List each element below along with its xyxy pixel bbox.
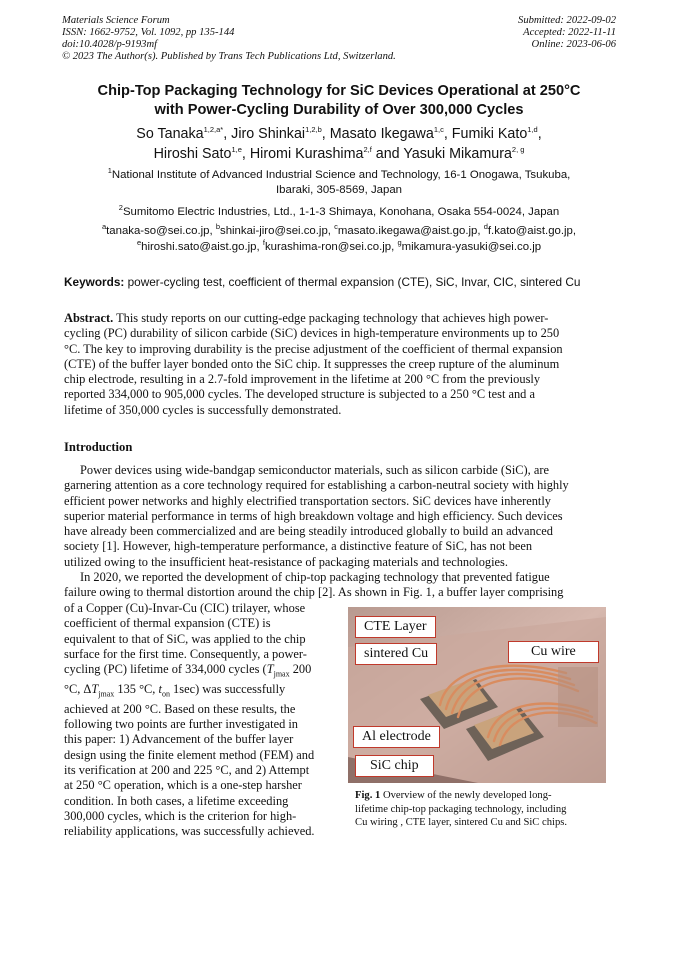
affiliation-2: $^2$Sumitomo Electric Industries, Ltd., 1-1-3 Shimaya, Konohana, Osaka 554-0024, Japan	[118, 203, 560, 218]
pad	[558, 667, 598, 727]
author-name: Yasuki Mikamura	[403, 146, 512, 162]
journal-header-right	[500, 15, 616, 51]
author-name: Hiroshi Sato	[153, 146, 232, 162]
figure-1	[348, 607, 606, 783]
label-cte-layer: CTE Layer	[355, 616, 436, 638]
author-name: Hiromi Kurashima	[249, 146, 364, 162]
author-affil-sup: 1,2,b	[305, 125, 322, 135]
journal-doi: doi:10.4028/p-9193mf	[62, 39, 158, 50]
date-online: Online: 2023-06-06	[531, 39, 616, 50]
paper-title	[40, 82, 638, 120]
author-name: Masato Ikegawa	[329, 126, 434, 142]
author-name: So Tanaka	[136, 126, 204, 142]
label-al-electrode: Al electrode	[353, 726, 440, 748]
abstract: Abstract. This study reports on our cutting-edge packaging technology that achieves high power- cycling (PC) durability of silicon carbide (SiC) devices in high-temperature environments up to 250 °C. The key to improving durability is the precise adjustment of the coefficient of thermal expansion (CTE) of the buffer layer bonded onto the SiC chip. It suppresses the creep rupture of the aluminum chip electrode, resulting in a 2.7-fold improvement in the lifetime at 200 °C from the previously reported 334,000 to 905,000 cycles. The developed structure is subjected to a 250 °C test and a lifetime of 350,000 cycles is successfully demonstrated.	[64, 311, 563, 417]
email-link[interactable]: hiroshi.sato@aist.go.jp	[141, 240, 257, 253]
author-affil-sup: 1,d	[527, 125, 538, 135]
email-link[interactable]: masato.ikegawa@aist.go.jp	[337, 225, 478, 237]
author-affil-sup: 1,e	[231, 145, 242, 155]
figure-1-caption: Fig. 1 Overview of the newly developed long- lifetime chip-top packaging technology, including Cu wiring , CTE layer, sintered Cu and SiC chips.	[355, 790, 568, 829]
intro-paragraph-2-column: of a Copper (Cu)-Invar-Cu (CIC) trilayer, whose coefficient of thermal expansion (CTE) is equivalent to that of SiC, was applied to the chip surface for the first time. Consequently, a power- cycling (PC) lifetime of 334,000 cycles ($T_{jmax}$ 200 °C, $\Delta T_{jmax}$ 135 °C, $t_{on}$ 1sec) was successfully achieved at 200 °C. Based on these results, the following two points are further investigated in this paper: 1) Advancement of the buffer layer design using the finite element method (FEM) and its verification at 200 and 225 °C, and 2) Attempt at 250 °C operation, which is a one-step harsher condition. In both cases, a lifetime exceeding 300,000 cycles, which is the criterion for high- reliability applications, was successfully achieved.	[64, 601, 315, 839]
author-name: Jiro Shinkai	[231, 126, 306, 142]
author-affil-sup: 1,2,a*	[203, 125, 224, 135]
journal-header-left	[62, 15, 396, 63]
date-submitted: Submitted: 2022-09-02	[518, 15, 616, 26]
abstract-label: Abstract.	[64, 311, 114, 325]
author-list: So Tanaka$^{1,2,a*}$, Jiro Shinkai$^{1,2,b}$, Masato Ikegawa$^{1,c}$, Fumiki Kato$^{1,d}$, Hiroshi Sato$^{1,e}$, Hiromi Kurashima$^{2,f}$ and Yasuki Mikamura$^{2, g}$	[136, 125, 542, 162]
author-affil-sup: 1,c	[433, 125, 444, 135]
journal-copyright: © 2023 The Author(s). Published by Trans Tech Publications Ltd, Switzerland.	[62, 51, 396, 62]
email-link[interactable]: shinkai-jiro@sei.co.jp	[220, 225, 328, 237]
email-link[interactable]: kurashima-ron@sei.co.jp	[264, 240, 392, 253]
label-sintered-cu: sintered Cu	[355, 643, 437, 665]
author-emails: $^a$tanaka-so@sei.co.jp, $^b$shinkai-jiro@sei.co.jp, $^c$masato.ikegawa@aist.go.jp, $^d$f.kato@aist.go.jp, $^e$hiroshi.sato@aist.go.jp, $^f$kurashima-ron@sei.co.jp, $^g$mikamura-yasuki@sei.co.jp	[101, 222, 577, 253]
date-accepted: Accepted: 2022-11-11	[523, 27, 616, 38]
email-link[interactable]: f.kato@aist.go.jp	[487, 225, 573, 237]
author-name: Fumiki Kato	[451, 126, 528, 142]
author-affil-sup: 2,f	[363, 145, 372, 155]
affiliation-1: $^1$National Institute of Advanced Industrial Science and Technology, 16-1 Onogawa, Tsukuba, Ibaraki, 305-8569, Japan	[107, 166, 571, 196]
title-line-1: Chip-Top Packaging Technology for SiC Devices Operational at 250°C	[97, 83, 581, 99]
label-sic-chip: SiC chip	[355, 755, 434, 777]
figure-1-caption-label: Fig. 1	[355, 790, 381, 801]
email-link[interactable]: mikamura-yasuki@sei.co.jp	[401, 240, 542, 253]
section-heading-introduction: Introduction	[64, 440, 133, 454]
keywords-label: Keywords:	[64, 275, 125, 289]
label-cu-wire: Cu wire	[508, 641, 599, 663]
journal-issn: ISSN: 1662-9752, Vol. 1092, pp 135-144	[62, 27, 235, 38]
author-affil-sup: 2, g	[511, 145, 525, 155]
email-link[interactable]: tanaka-so@sei.co.jp	[106, 225, 210, 237]
intro-paragraph-1: Power devices using wide-bandgap semiconductor materials, such as silicon carbide (SiC), are garnering attention as a core technology required for establishing a carbon-neutral society with highly efficient power networks and highly electrified transportation sectors. SiC devices have inherently superior material performance in terms of high breakdown voltage and high efficiency. Such devices have already been commercialized and are being steadily introduced globally to build an advanced society [1]. However, high-temperature performance, a distinctive feature of SiC, has not been utilized owing to the insufficient heat-resistance of packaging materials and technologies. In 2020, we reported the development of chip-top packaging technology that prevented fatigue failure owing to thermal distortion around the chip [2]. As shown in Fig. 1, a buffer layer comprising	[64, 463, 569, 600]
keywords	[64, 275, 580, 289]
journal-name: Materials Science Forum	[62, 15, 170, 26]
keywords-text: power-cycling test, coefficient of thermal expansion (CTE), SiC, Invar, CIC, sintered Cu	[124, 275, 581, 289]
title-line-2: with Power-Cycling Durability of Over 300,000 Cycles	[154, 102, 524, 118]
